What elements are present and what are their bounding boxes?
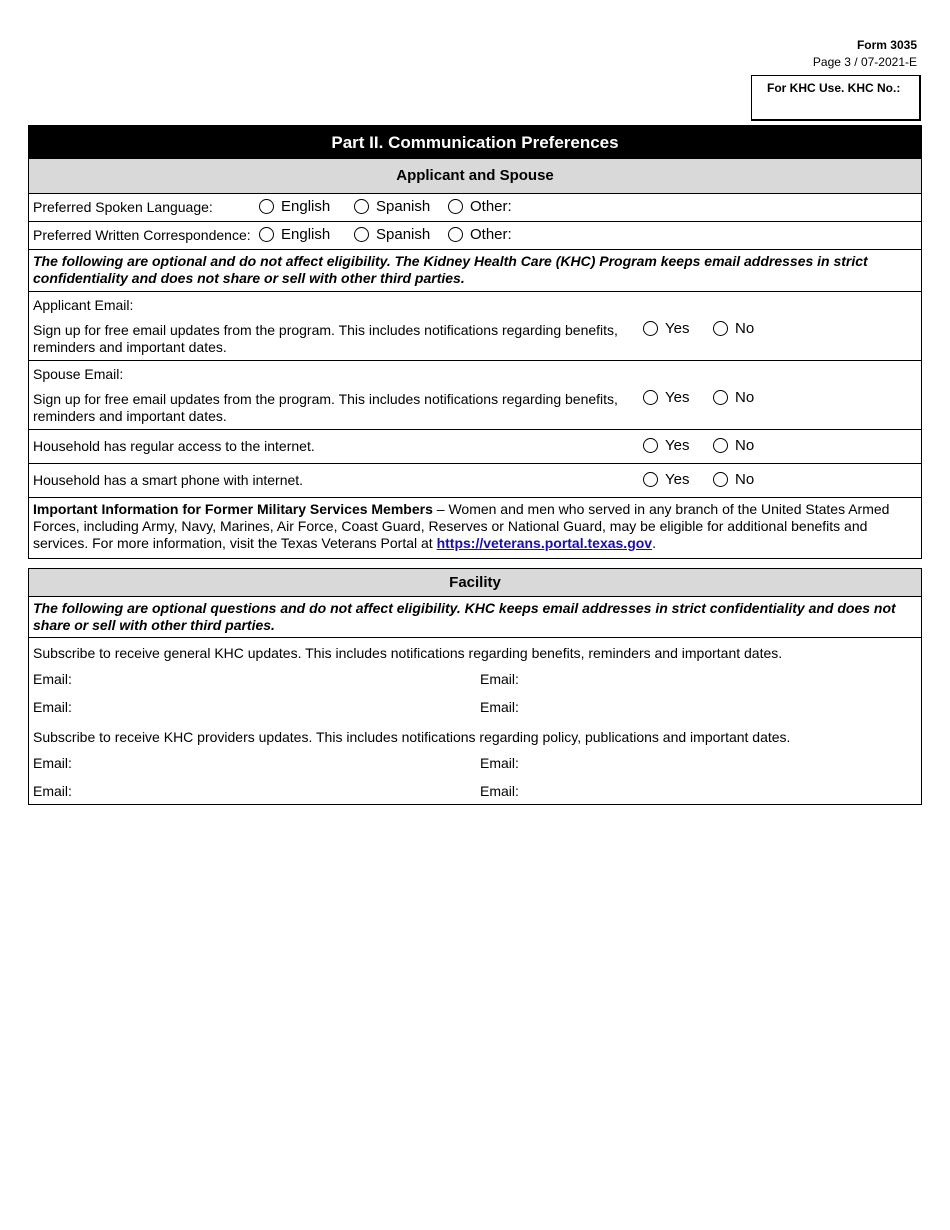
spouse-email-row[interactable] xyxy=(29,361,921,430)
email-label[interactable]: Email: xyxy=(33,699,72,715)
email-label[interactable]: Email: xyxy=(33,755,72,771)
optional-note-row xyxy=(29,250,921,292)
email-label[interactable]: Email: xyxy=(480,755,519,771)
internet-access-yes[interactable]: Yes xyxy=(643,437,689,454)
radio-icon[interactable] xyxy=(259,199,274,214)
spoken-other-option[interactable]: Other: xyxy=(448,198,512,215)
radio-icon[interactable] xyxy=(354,199,369,214)
military-info-text: – Women and men who served in any branch of the United States Armed Forces, including Army, Navy, Marines, Air Force, Coast Guard, Reserves or National Guard, may be eligible for additional benefits and services. For more information, visit the Texas Veterans Portal at xyxy=(33,501,890,551)
spoken-spanish-option[interactable]: Spanish xyxy=(354,198,430,215)
khc-use-box[interactable] xyxy=(751,75,921,121)
smart-phone-no[interactable]: No xyxy=(713,471,754,488)
spouse-email-no[interactable]: No xyxy=(713,389,754,406)
radio-icon[interactable] xyxy=(643,472,658,487)
spoken-language-row xyxy=(29,194,921,222)
radio-icon[interactable] xyxy=(713,472,728,487)
radio-icon[interactable] xyxy=(713,438,728,453)
general-updates-text: Subscribe to receive general KHC updates. This includes notifications regarding benefits, reminders and important dates. xyxy=(33,645,783,661)
radio-icon[interactable] xyxy=(259,227,274,242)
page-info: Page 3 / 07-2021-E xyxy=(812,55,917,69)
applicant-email-label: Applicant Email: xyxy=(33,297,134,313)
provider-updates-text: Subscribe to receive KHC providers updates. This includes notifications regarding policy, publications and important dates. xyxy=(33,729,791,745)
spouse-email-yes[interactable]: Yes xyxy=(643,389,689,406)
applicant-email-row[interactable] xyxy=(29,292,921,361)
radio-icon[interactable] xyxy=(448,227,463,242)
email-label[interactable]: Email: xyxy=(33,671,72,687)
military-info: Important Information for Former Military Services Members – Women and men who served in any branch of the United States Armed Forces, including Army, Navy, Marines, Air Force, Coast Guard, Reserves or National Guard, may be eligible for additional benefits and services. For more information, visit the Texas Veterans Portal at https://veterans.portal.texas.gov. xyxy=(33,501,890,551)
khc-use-label: For KHC Use. KHC No.: xyxy=(767,81,901,95)
written-english-option[interactable]: English xyxy=(259,226,330,243)
form-number: Form 3035 xyxy=(856,38,917,52)
optional-note: The following are optional and do not affect eligibility. The Kidney Health Care (KHC) Program keeps email addresses in strict confidentiality and does not share or sell with other third parties. xyxy=(33,253,868,286)
facility-note-row xyxy=(29,597,921,638)
military-info-row xyxy=(29,498,921,558)
radio-icon[interactable] xyxy=(448,199,463,214)
radio-icon[interactable] xyxy=(713,321,728,336)
radio-icon[interactable] xyxy=(354,227,369,242)
smart-phone-row xyxy=(29,464,921,498)
smart-phone-label: Household has a smart phone with internet. xyxy=(33,472,304,488)
radio-icon[interactable] xyxy=(643,438,658,453)
radio-icon[interactable] xyxy=(643,321,658,336)
veterans-portal-link[interactable]: https://veterans.portal.texas.gov xyxy=(436,535,653,551)
military-info-bold: Important Information for Former Military Services Members xyxy=(33,501,433,517)
facility-table xyxy=(28,568,922,805)
applicant-email-signup: Sign up for free email updates from the program. This includes notifications regarding benefits, reminders and important dates. xyxy=(33,322,618,355)
facility-note: The following are optional questions and do not affect eligibility. KHC keeps email addresses in strict confidentiality and does not share or sell with other third parties. xyxy=(33,600,896,633)
internet-access-label: Household has regular access to the internet. xyxy=(33,438,315,454)
internet-access-row xyxy=(29,430,921,464)
spouse-email-label: Spouse Email: xyxy=(33,366,124,382)
spouse-email-signup: Sign up for free email updates from the program. This includes notifications regarding benefits, reminders and important dates. xyxy=(33,391,618,424)
email-label[interactable]: Email: xyxy=(480,699,519,715)
applicant-spouse-heading: Applicant and Spouse xyxy=(29,159,921,194)
smart-phone-yes[interactable]: Yes xyxy=(643,471,689,488)
spoken-language-label: Preferred Spoken Language: xyxy=(33,199,213,215)
part2-table xyxy=(28,125,922,559)
written-correspondence-label: Preferred Written Correspondence: xyxy=(33,227,251,243)
email-label[interactable]: Email: xyxy=(33,783,72,799)
email-label[interactable]: Email: xyxy=(480,671,519,687)
radio-icon[interactable] xyxy=(713,390,728,405)
internet-access-no[interactable]: No xyxy=(713,437,754,454)
spoken-english-option[interactable]: English xyxy=(259,198,330,215)
part2-title: Part II. Communication Preferences xyxy=(29,126,921,159)
written-spanish-option[interactable]: Spanish xyxy=(354,226,430,243)
written-correspondence-row xyxy=(29,222,921,250)
facility-subscriptions xyxy=(29,638,921,804)
applicant-email-yes[interactable]: Yes xyxy=(643,320,689,337)
email-label[interactable]: Email: xyxy=(480,783,519,799)
applicant-email-no[interactable]: No xyxy=(713,320,754,337)
written-other-option[interactable]: Other: xyxy=(448,226,512,243)
radio-icon[interactable] xyxy=(643,390,658,405)
facility-heading: Facility xyxy=(29,569,921,597)
